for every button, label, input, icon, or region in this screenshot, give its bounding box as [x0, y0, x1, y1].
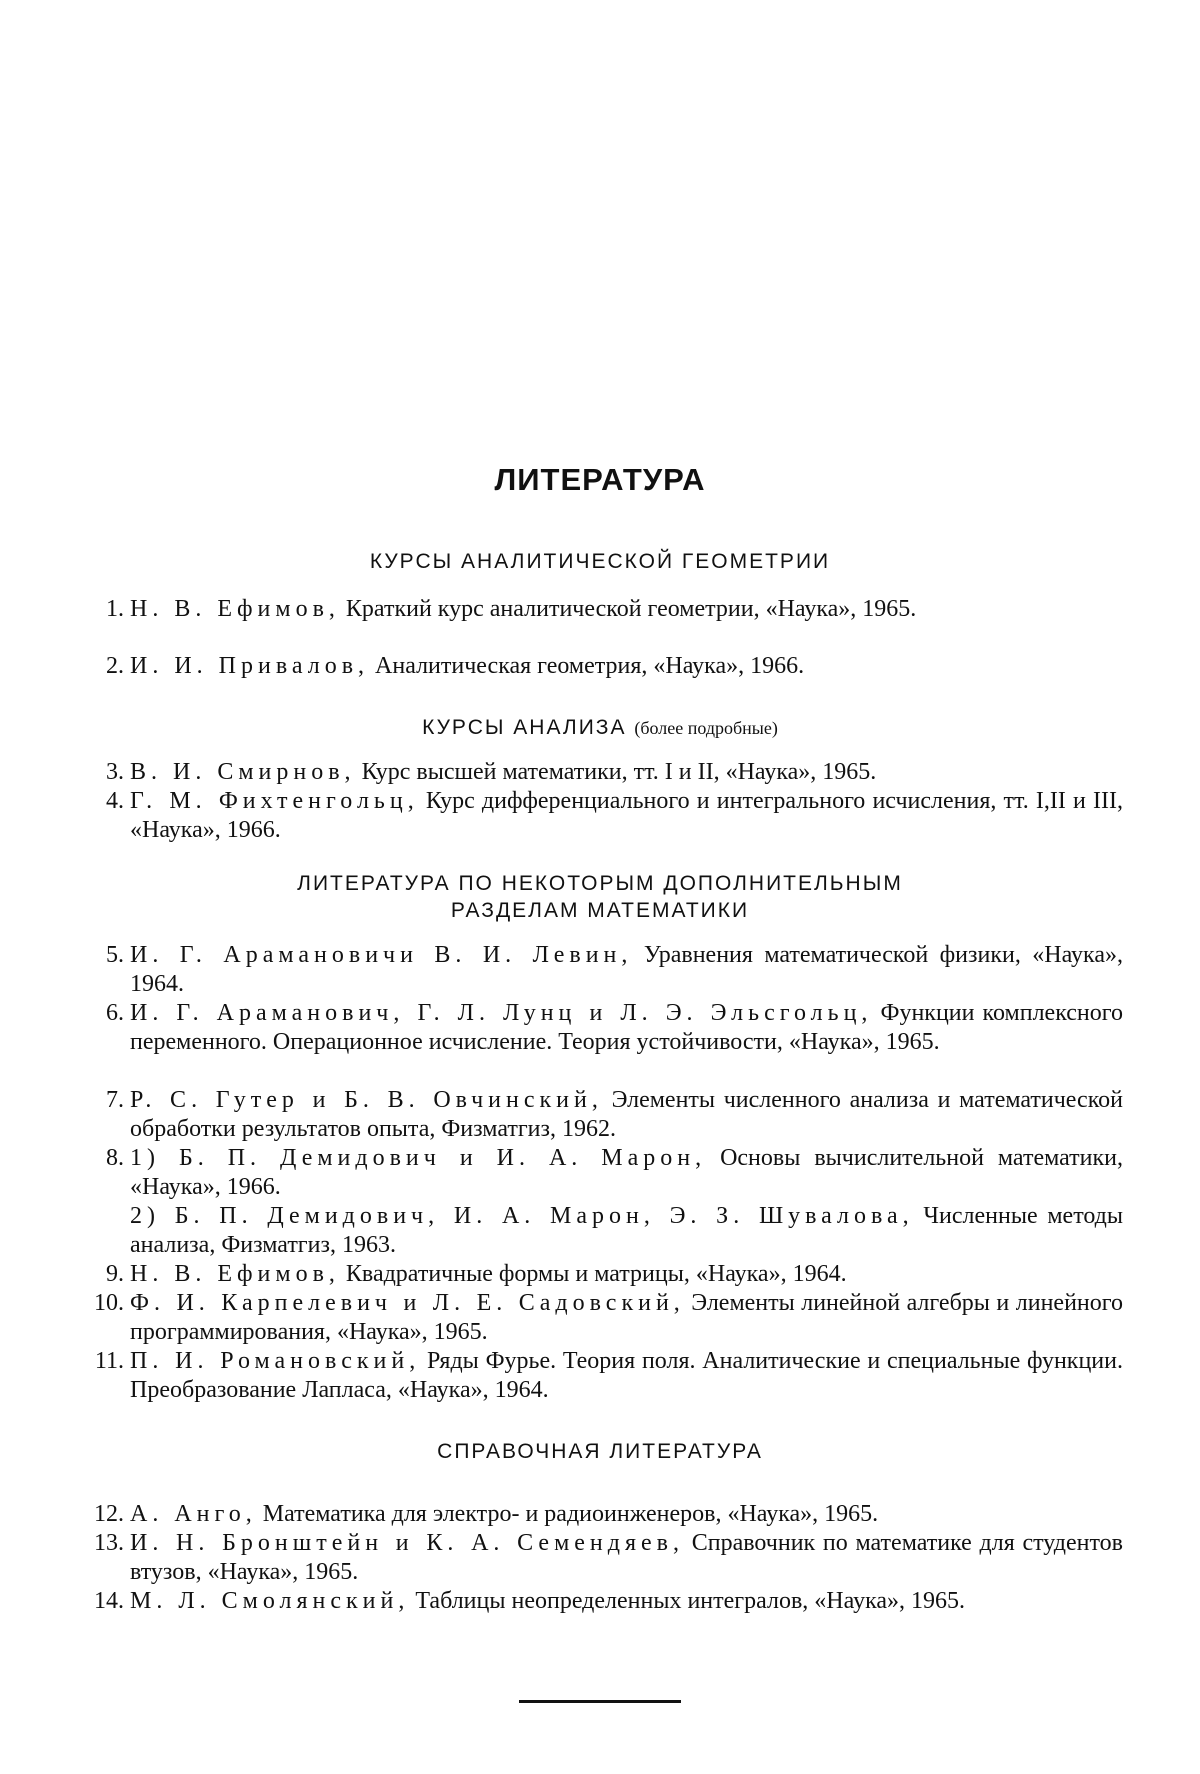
reference-entry-13	[94, 1529, 1124, 1587]
reference-entry-8	[106, 1144, 1124, 1260]
reference-author: А. Анго,	[130, 1501, 257, 1527]
reference-author: Ф. И. Карпелевич и Л. Е. Садовский,	[130, 1290, 685, 1316]
reference-author: Р. С. Гутер и Б. В. Овчинский,	[130, 1087, 603, 1113]
section-heading-additional	[0, 870, 1200, 924]
reference-entry-12	[94, 1500, 1123, 1529]
reference-author: И. И. Привалов,	[130, 653, 370, 679]
reference-text: Численные методы анализа, Физматгиз, 1963.	[130, 1203, 1124, 1258]
reference-text: Аналитическая геометрия, «Наука», 1966.	[369, 653, 805, 679]
reference-author: 1) Б. П. Демидович и И. А. Марон,	[130, 1145, 707, 1171]
section-heading-text: КУРСЫ АНАЛИТИЧЕСКОЙ ГЕОМЕТРИИ	[369, 550, 831, 573]
reference-author: М. Л. Смолянский,	[130, 1588, 410, 1614]
reference-text: Ряды Фурье. Теория поля. Аналитические и специальные функции. Преобразование Лапласа, «Наука», 1964.	[130, 1348, 1123, 1403]
reference-text: Элементы линейной алгебры и линейного программирования, «Наука», 1965.	[130, 1290, 1123, 1345]
reference-number: 7.	[106, 1087, 124, 1113]
reference-text: Краткий курс аналитической геометрии, «Наука», 1965.	[339, 596, 917, 622]
reference-text: Курс дифференциального и интегрального исчисления, тт. I,II и III, «Наука», 1966.	[130, 788, 1123, 843]
reference-text: Основы вычислительной математики, «Наука», 1966.	[130, 1145, 1123, 1200]
reference-entry-9	[106, 1260, 1123, 1289]
section-heading-reference	[0, 1438, 1200, 1465]
reference-number: 10.	[94, 1290, 124, 1316]
reference-author: И. Г. Араманович, Г. Л. Лунц и Л. Э. Эльсгольц,	[130, 1000, 873, 1026]
reference-entry-2	[106, 652, 1123, 681]
reference-number: 2.	[106, 653, 124, 679]
reference-number: 13.	[94, 1530, 124, 1556]
reference-author: Н. В. Ефимов,	[130, 1261, 340, 1287]
reference-number: 3.	[106, 759, 124, 785]
section-heading-analytic-geometry	[0, 548, 1200, 575]
reference-text: Математика для электро- и радиоинженеров, «Наука», 1965.	[256, 1501, 879, 1527]
reference-author: Н. В. Ефимов,	[130, 596, 340, 622]
reference-number: 8.	[106, 1145, 124, 1171]
reference-entry-7	[106, 1086, 1123, 1144]
reference-entry-11	[94, 1347, 1123, 1405]
reference-number: 9.	[106, 1261, 124, 1287]
reference-number: 4.	[106, 788, 124, 814]
section-heading-note: (более подробные)	[634, 718, 778, 738]
reference-text: Квадратичные формы и матрицы, «Наука», 1964.	[339, 1261, 847, 1287]
section-heading-text: СПРАВОЧНАЯ ЛИТЕРАТУРА	[437, 1440, 763, 1463]
reference-author: В. И. Смирнов,	[130, 759, 356, 785]
reference-number: 12.	[94, 1501, 124, 1527]
section-heading-text: КУРСЫ АНАЛИЗА	[422, 716, 627, 739]
reference-text: Функции комплексного переменного. Операционное исчисление. Теория устойчивости, «Наука», 1965.	[130, 1000, 1123, 1055]
page-title: ЛИТЕРАТУРА	[494, 462, 706, 497]
reference-number: 1.	[106, 596, 124, 622]
section-heading-analysis	[0, 714, 1200, 742]
section-heading-line: РАЗДЕЛАМ МАТЕМАТИКИ	[450, 899, 750, 922]
reference-entry-4	[106, 787, 1123, 845]
reference-number: 5.	[106, 942, 124, 968]
reference-author: П. И. Романовский,	[130, 1348, 421, 1374]
reference-number: 14.	[94, 1588, 124, 1614]
reference-text: Справочник по математике для студентов втузов, «Наука», 1965.	[130, 1530, 1124, 1585]
reference-entry-3	[106, 758, 1123, 787]
reference-entry-14	[94, 1587, 1123, 1616]
reference-number: 6.	[106, 1000, 124, 1026]
reference-author: 2) Б. П. Демидович, И. А. Марон, Э. З. Шувалова,	[130, 1203, 914, 1229]
reference-number: 11.	[94, 1348, 124, 1374]
reference-text: Элементы численного анализа и математической обработки результатов опыта, Физматгиз, 1962.	[130, 1087, 1123, 1142]
reference-entry-6	[106, 999, 1123, 1057]
reference-entry-5	[106, 941, 1123, 999]
reference-author: Г. М. Фихтенгольц,	[130, 788, 419, 814]
reference-text: Курс высшей математики, тт. I и II, «Наука», 1965.	[355, 759, 877, 785]
reference-author: И. Г. Арамановичи В. И. Левин,	[130, 942, 633, 968]
reference-entry-10	[94, 1289, 1123, 1347]
section-heading-line: ЛИТЕРАТУРА ПО НЕКОТОРЫМ ДОПОЛНИТЕЛЬНЫМ	[297, 872, 903, 895]
reference-subentry	[130, 1202, 1123, 1260]
reference-entry-1	[106, 595, 1123, 624]
reference-text: Таблицы неопределенных интегралов, «Наука», 1965.	[409, 1588, 966, 1614]
reference-text: Уравнения математической физики, «Наука», 1964.	[130, 942, 1123, 997]
reference-author: И. Н. Бронштейн и К. А. Семендяев,	[130, 1530, 685, 1556]
footer-divider	[519, 1700, 681, 1703]
